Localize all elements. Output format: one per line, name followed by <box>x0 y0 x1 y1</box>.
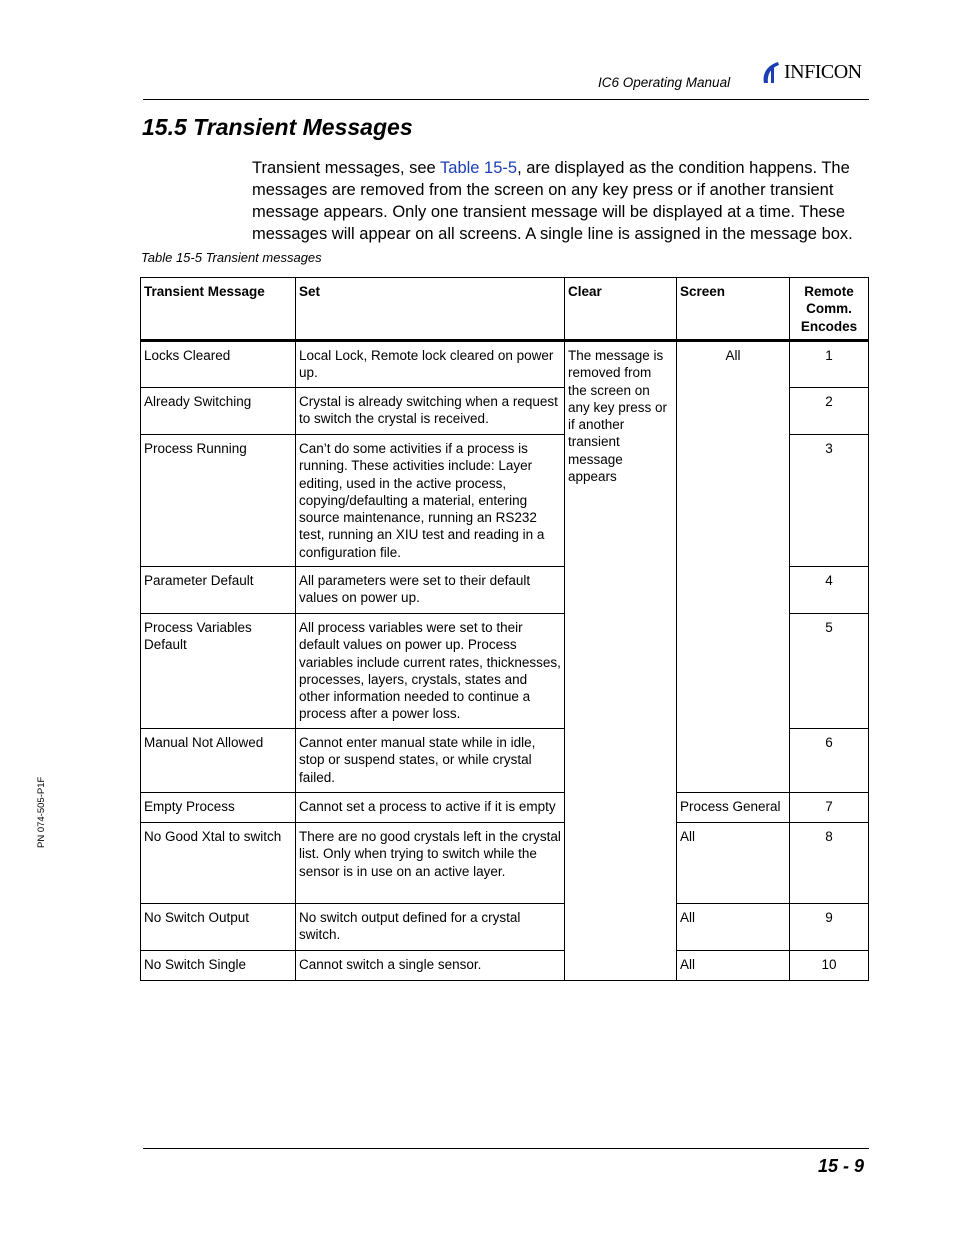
message-cell: Empty Process <box>141 793 296 823</box>
inficon-logo <box>760 58 862 86</box>
transient-messages-table <box>140 277 869 981</box>
section-title: 15.5 Transient Messages <box>142 114 413 140</box>
screen-cell: All <box>677 341 790 793</box>
code-cell: 4 <box>790 567 869 614</box>
header-remote-comm-encodes: Remote Comm. Encodes <box>790 278 869 341</box>
table-row <box>141 904 869 951</box>
header-clear: Clear <box>565 278 677 341</box>
table-row <box>141 341 869 388</box>
clear-cell: The message is removed from the screen on any key press or if another transient message appears <box>565 341 677 981</box>
inficon-logo-icon <box>760 59 782 85</box>
screen-cell: All <box>677 823 790 904</box>
running-header-title: IC6 Operating Manual <box>598 75 731 90</box>
table-caption: Table 15-5 Transient messages <box>141 250 322 265</box>
message-cell: Process Running <box>141 435 296 567</box>
part-number: PN 074-505-P1F <box>36 776 47 848</box>
set-cell: Cannot switch a single sensor. <box>296 951 565 981</box>
message-cell: No Good Xtal to switch <box>141 823 296 904</box>
table-header-row <box>141 278 869 341</box>
set-cell: Cannot set a process to active if it is empty <box>296 793 565 823</box>
code-cell: 7 <box>790 793 869 823</box>
screen-cell: Process General <box>677 793 790 823</box>
table-15-5-link[interactable]: Table 15-5 <box>440 159 518 177</box>
set-cell: Local Lock, Remote lock cleared on power up. <box>296 341 565 388</box>
message-cell: No Switch Output <box>141 904 296 951</box>
set-cell: All process variables were set to their default values on power up. Process variables include current rates, thicknesses, processes, layers, crystals, states and other information needed to continue a process after a power loss. <box>296 614 565 729</box>
code-cell: 1 <box>790 341 869 388</box>
table-row <box>141 823 869 904</box>
intro-paragraph <box>252 157 872 245</box>
code-cell: 10 <box>790 951 869 981</box>
code-cell: 6 <box>790 729 869 793</box>
code-cell: 9 <box>790 904 869 951</box>
page-number: 15 - 9 <box>817 1156 864 1176</box>
table-row <box>141 793 869 823</box>
message-cell: Manual Not Allowed <box>141 729 296 793</box>
message-cell: Process Variables Default <box>141 614 296 729</box>
message-cell: No Switch Single <box>141 951 296 981</box>
code-cell: 8 <box>790 823 869 904</box>
screen-cell: All <box>677 951 790 981</box>
code-cell: 3 <box>790 435 869 567</box>
intro-text-end: , are displayed as the condition happens. The messages are removed from the screen on any key press or if another transient message appears. Only one transient message will be displayed at a time. These messages will appear on all screens. A single line is assigned in the message box. <box>252 159 853 243</box>
header-set: Set <box>296 278 565 341</box>
set-cell: No switch output defined for a crystal switch. <box>296 904 565 951</box>
table-row <box>141 951 869 981</box>
message-cell: Already Switching <box>141 388 296 435</box>
header-screen: Screen <box>677 278 790 341</box>
header-transient-message: Transient Message <box>141 278 296 341</box>
set-cell: There are no good crystals left in the crystal list. Only when trying to switch while the sensor is in use on an active layer. <box>296 823 565 904</box>
footer-rule <box>143 1148 869 1149</box>
set-cell: Can’t do some activities if a process is running. These activities include: Layer editing, used in the active process, copying/defaulting a material, entering source maintenance, running an RS232 test, running an XIU test and reading in a configuration file. <box>296 435 565 567</box>
code-cell: 2 <box>790 388 869 435</box>
message-cell: Parameter Default <box>141 567 296 614</box>
screen-cell: All <box>677 904 790 951</box>
set-cell: Crystal is already switching when a request to switch the crystal is received. <box>296 388 565 435</box>
code-cell: 5 <box>790 614 869 729</box>
set-cell: Cannot enter manual state while in idle, stop or suspend states, or while crystal failed. <box>296 729 565 793</box>
header-rule <box>143 99 869 100</box>
message-cell: Locks Cleared <box>141 341 296 388</box>
intro-text-start: Transient messages, see <box>252 159 441 177</box>
set-cell: All parameters were set to their default values on power up. <box>296 567 565 614</box>
inficon-logo-text: INFICON <box>784 60 862 83</box>
